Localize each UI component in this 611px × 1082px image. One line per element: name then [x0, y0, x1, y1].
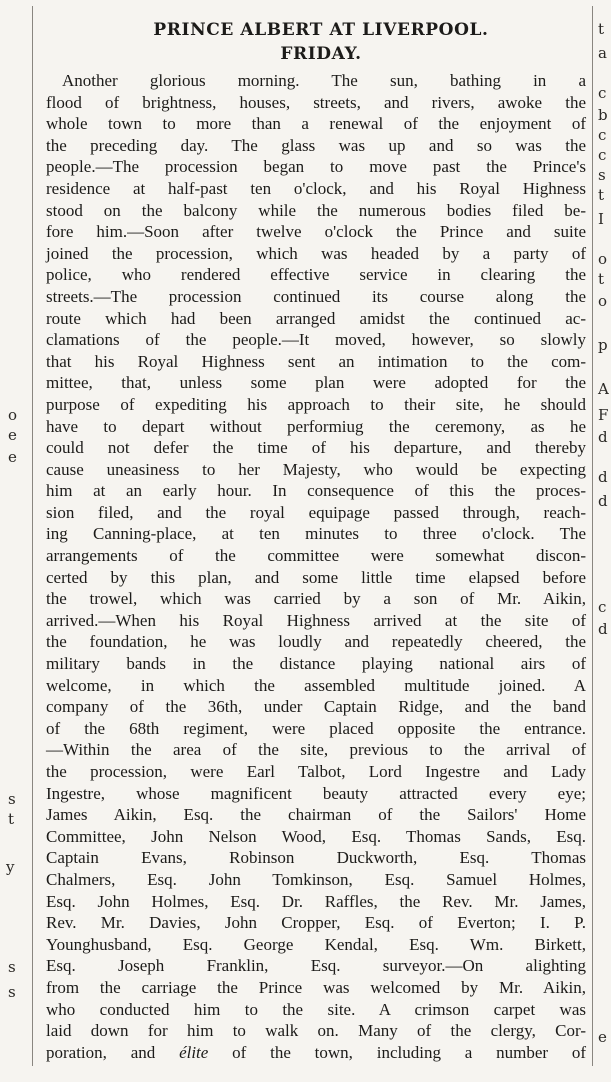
- right-fragment-char: p: [598, 336, 608, 354]
- right-fragment-char: t: [598, 186, 605, 204]
- body-line: the preceding day. The glass was up and so was the: [46, 135, 586, 155]
- body-line: from the carriage the Prince was welcomed by Mr. Aikin,: [46, 977, 586, 997]
- body-line: Esq. Joseph Franklin, Esq. surveyor.—On alighting: [46, 956, 586, 976]
- body-line: the foundation, he was loudly and repeatedly cheered, the: [46, 632, 586, 652]
- right-fragment-char: a: [598, 44, 607, 62]
- body-line: people.—The procession began to move past the Prince's: [46, 157, 586, 177]
- right-fragment-char: d: [598, 428, 608, 446]
- body-line: joined the procession, which was headed by a party of: [46, 243, 586, 263]
- column-rule-left: [32, 6, 33, 1066]
- body-line: police, who rendered effective service in clearing the: [46, 265, 586, 285]
- left-fragment-char: o: [8, 406, 18, 424]
- body-line: the trowel, which was carried by a son of Mr. Aikin,: [46, 589, 586, 609]
- right-fragment-char: b: [598, 106, 608, 124]
- body-line: mittee, that, unless some plan were adopted for the: [46, 373, 586, 393]
- body-line: Rev. Mr. Davies, John Cropper, Esq. of Everton; I. P.: [46, 913, 586, 933]
- left-fragment-char: y: [6, 858, 15, 876]
- right-column-fragment: [596, 0, 611, 1082]
- body-line: welcome, in which the assembled multitude joined. A: [46, 675, 586, 695]
- body-line: flood of brightness, houses, streets, and rivers, awoke the: [46, 92, 586, 112]
- body-line: certed by this plan, and some little time elapsed before: [46, 567, 586, 587]
- right-fragment-char: F: [598, 406, 609, 424]
- body-line: Captain Evans, Robinson Duckworth, Esq. Thomas: [46, 848, 586, 868]
- right-fragment-char: t: [598, 20, 605, 38]
- right-fragment-char: s: [598, 166, 606, 184]
- right-fragment-char: e: [598, 1028, 607, 1046]
- body-line: of the 68th regiment, were placed opposite the entrance.: [46, 718, 586, 738]
- body-line: company of the 36th, under Captain Ridge, and the band: [46, 697, 586, 717]
- left-fragment-char: e: [8, 426, 17, 444]
- left-column-fragment: [0, 0, 30, 1082]
- subheadline: FRIDAY.: [280, 44, 362, 64]
- body-line: purpose of expediting his approach to their site, he should: [46, 394, 586, 414]
- body-line: Ingestre, whose magnificent beauty attracted every eye;: [46, 783, 586, 803]
- right-fragment-char: A: [598, 380, 609, 398]
- body-line: him at an early hour. In consequence of this the proces-: [46, 481, 586, 501]
- body-line: Committee, John Nelson Wood, Esq. Thomas Sands, Esq.: [46, 826, 586, 846]
- body-line: who conducted him to the site. A crimson carpet was: [46, 999, 586, 1019]
- body-line: arrangements of the committee were somewhat discon-: [46, 546, 586, 566]
- left-fragment-char: t: [8, 810, 15, 828]
- body-line: that his Royal Highness sent an intimation to the com-: [46, 351, 586, 371]
- body-line: could not defer the time of his departure, and thereby: [46, 438, 586, 458]
- body-line: have to depart without performiug the ceremony, as he: [46, 416, 586, 436]
- body-line: clamations of the people.—It moved, however, so slowly: [46, 330, 586, 350]
- body-line: ing Canning-place, at ten minutes to three o'clock. The: [46, 524, 586, 544]
- body-line: whole town to more than a renewal of the enjoyment of: [46, 114, 586, 134]
- body-line: —Within the area of the site, previous to the arrival of: [46, 740, 586, 760]
- right-fragment-char: c: [598, 126, 607, 144]
- left-fragment-char: e: [8, 448, 17, 466]
- body-line: the procession, were Earl Talbot, Lord Ingestre and Lady: [46, 762, 586, 781]
- right-fragment-char: t: [598, 270, 605, 288]
- body-line: fore him.—Soon after twelve o'clock the Prince and suite: [46, 222, 586, 242]
- body-line: laid down for him to walk on. Many of the clergy, Cor-: [46, 1021, 586, 1041]
- body-line: residence at half-past ten o'clock, and his Royal Highness: [46, 178, 586, 198]
- body-line: arrived.—When his Royal Highness arrived at the site of: [46, 610, 586, 630]
- body-line: Younghusband, Esq. George Kendal, Esq. Wm. Birkett,: [46, 934, 586, 954]
- body-line: Esq. John Holmes, Esq. Dr. Raffles, the Rev. Mr. James,: [46, 891, 586, 911]
- right-fragment-char: o: [598, 292, 608, 310]
- headline: PRINCE ALBERT AT LIVERPOOL.: [153, 20, 489, 40]
- body-line: streets.—The procession continued its course along the: [46, 286, 586, 306]
- right-fragment-char: o: [598, 250, 608, 268]
- left-fragment-char: s: [8, 983, 16, 1001]
- column-rule-right: [592, 6, 593, 1066]
- body-line: James Aikin, Esq. the chairman of the Sailors' Home: [46, 805, 586, 825]
- right-fragment-char: c: [598, 84, 607, 102]
- right-fragment-char: c: [598, 598, 607, 616]
- body-line: military bands in the distance playing national airs of: [46, 654, 586, 674]
- body-line: route which had been arranged amidst the continued ac-: [46, 308, 586, 328]
- right-fragment-char: d: [598, 620, 608, 638]
- body-line: sion filed, and the royal equipage passed through, reach-: [46, 502, 586, 522]
- body-line: Another glorious morning. The sun, bathing in a: [62, 71, 586, 90]
- article-body: [46, 70, 586, 1063]
- italic-word: élite: [179, 1042, 209, 1062]
- article: [46, 18, 586, 1063]
- body-line: cause uneasiness to her Majesty, who would be expecting: [46, 459, 586, 479]
- body-line: poration, and élite of the town, including a number of: [46, 1042, 586, 1062]
- body-line: Chalmers, Esq. John Tomkinson, Esq. Samuel Holmes,: [46, 869, 586, 889]
- right-fragment-char: d: [598, 492, 608, 510]
- body-line: stood on the balcony while the numerous bodies filed be-: [46, 200, 586, 220]
- left-fragment-char: s: [8, 958, 16, 976]
- right-fragment-char: I: [598, 210, 604, 228]
- right-fragment-char: c: [598, 146, 607, 164]
- left-fragment-char: s: [8, 790, 16, 808]
- right-fragment-char: d: [598, 468, 608, 486]
